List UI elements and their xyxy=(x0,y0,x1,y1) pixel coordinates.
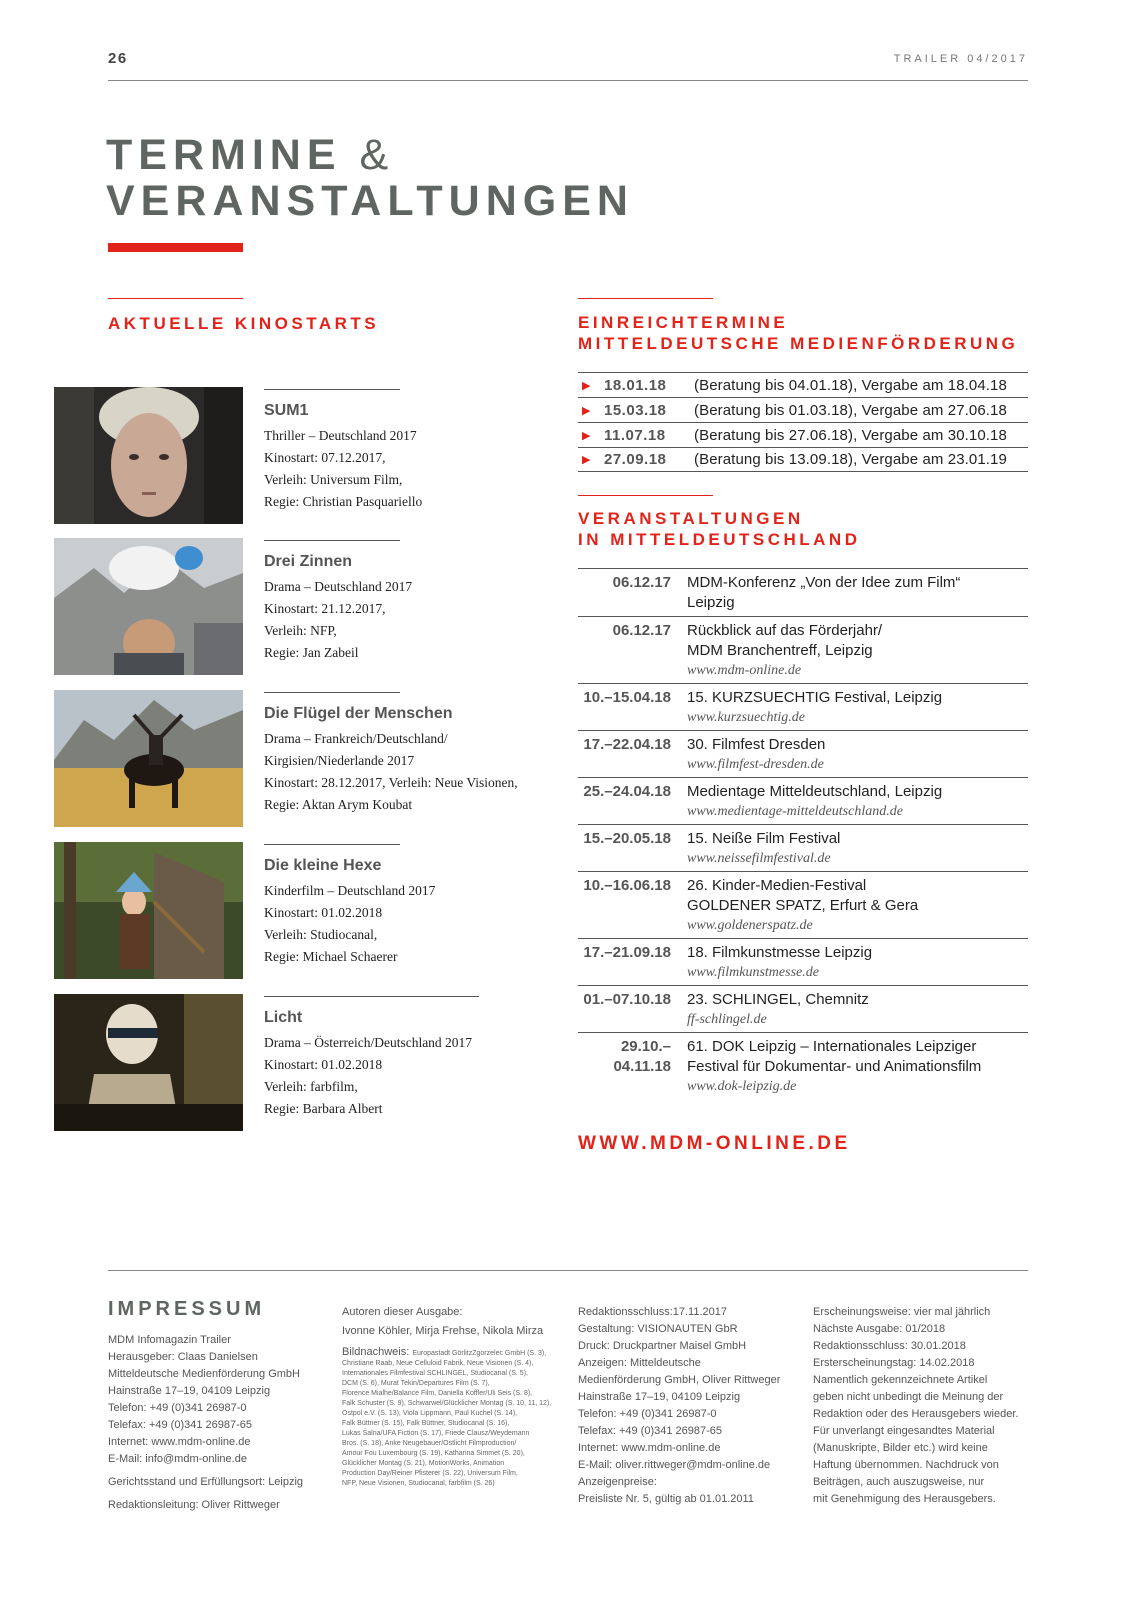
event-link[interactable]: www.filmkunstmesse.de xyxy=(687,965,819,980)
impressum-line: Gerichtsstand und Erfüllungsort: Leipzig xyxy=(108,1476,304,1488)
impressum-line: E-Mail: oliver.rittweger@mdm-online.de xyxy=(578,1459,771,1471)
event-text: Medientage Mitteldeutschland, Leipzig xyxy=(687,783,943,800)
movie-detail: Verleih: Studiocanal, xyxy=(264,927,378,942)
movie-detail: Verleih: Universum Film, xyxy=(264,472,403,487)
impressum-line: Bildnachweis: xyxy=(342,1346,410,1358)
movie-detail: Regie: Aktan Arym Koubat xyxy=(264,797,413,812)
impressum-col-1 xyxy=(108,1332,323,1514)
movie-image-fluegel xyxy=(54,690,243,827)
impressum-col-2 xyxy=(342,1304,562,1489)
event-text: 61. DOK Leipzig – Internationales Leipziger xyxy=(687,1038,977,1055)
impressum-small: NFP, Neue Visionen, Studiocanal, farbfilm (S. 26) xyxy=(342,1480,495,1487)
deadline-table xyxy=(578,372,1028,472)
event-date: 10.–15.04.18 xyxy=(583,689,671,706)
movie-detail: Kirgisien/Niederlande 2017 xyxy=(264,753,415,768)
movie-detail: Regie: Michael Schaerer xyxy=(264,949,398,964)
triangle-right-icon: ▶ xyxy=(582,429,591,442)
movie-title: Licht xyxy=(264,1009,303,1026)
movie-detail: Kinostart: 28.12.2017, Verleih: Neue Visionen, xyxy=(264,775,518,790)
event-text: 23. SCHLINGEL, Chemnitz xyxy=(687,991,869,1008)
movie-detail: Kinostart: 01.02.2018 xyxy=(264,905,383,920)
event-row xyxy=(578,616,1028,683)
events-heading-line1: VERANSTALTUNGEN xyxy=(578,509,804,528)
deadline-date: 27.09.18 xyxy=(604,451,667,468)
impressum-line: Nächste Ausgabe: 01/2018 xyxy=(813,1323,946,1335)
deadline-text: (Beratung bis 04.01.18), Vergabe am 18.04.18 xyxy=(694,376,1007,394)
movie-title: SUM1 xyxy=(264,402,309,419)
triangle-right-icon: ▶ xyxy=(582,454,591,466)
title-line2: VERANSTALTUNGEN xyxy=(106,177,634,225)
impressum-line: Erscheinungsweise: vier mal jährlich xyxy=(813,1306,991,1318)
impressum-line: Beiträgen, auch auszugsweise, nur xyxy=(813,1476,985,1488)
impressum-line: Internet: www.mdm-online.de xyxy=(578,1442,721,1454)
impressum-col-4 xyxy=(813,1304,1033,1508)
impressum-line: Telefax: +49 (0)341 26987-65 xyxy=(108,1419,253,1431)
impressum-line: geben nicht unbedingt die Meinung der xyxy=(813,1391,1004,1403)
movie-detail: Verleih: farbfilm, xyxy=(264,1079,358,1094)
impressum-small: Ostpol e.V. (S. 13), Viola Lippmann, Paul Kuchel (S. 14), xyxy=(342,1410,518,1417)
einreich-heading-line1: EINREICHTERMINE xyxy=(578,313,789,332)
movie-detail: Kinostart: 21.12.2017, xyxy=(264,601,386,616)
movie-detail: Kinostart: 07.12.2017, xyxy=(264,450,386,465)
event-date: 06.12.17 xyxy=(612,574,671,591)
deadline-text: (Beratung bis 27.06.18), Vergabe am 30.10.18 xyxy=(694,426,1007,444)
movie-title: Die kleine Hexe xyxy=(264,857,382,874)
impressum-line: Telefax: +49 (0)341 26987-65 xyxy=(578,1425,723,1437)
impressum-line: Redaktion oder des Herausgebers wieder. xyxy=(813,1408,1019,1420)
movie-rule xyxy=(264,389,400,390)
movie-detail: Regie: Barbara Albert xyxy=(264,1101,383,1116)
movie-detail: Drama – Deutschland 2017 xyxy=(264,579,413,594)
movie-entry xyxy=(264,540,554,664)
impressum-line: (Manuskripte, Bilder etc.) wird keine xyxy=(813,1442,988,1454)
events-rule xyxy=(578,495,713,496)
movie-title: Drei Zinnen xyxy=(264,553,353,570)
event-row xyxy=(578,871,1028,938)
movie-detail: Drama – Österreich/Deutschland 2017 xyxy=(264,1035,473,1050)
event-row xyxy=(578,568,1028,616)
movie-rule xyxy=(264,540,400,541)
impressum-line: Druck: Druckpartner Maisel GmbH xyxy=(578,1340,747,1352)
event-text: 18. Filmkunstmesse Leipzig xyxy=(687,944,873,961)
impressum-small: Amour Fou Luxembourg (S. 19), Katharina Simmet (S. 20), xyxy=(342,1450,525,1457)
impressum-rule xyxy=(108,1270,1028,1271)
impressum-col-3 xyxy=(578,1304,798,1508)
impressum-line: Mitteldeutsche Medienförderung GmbH xyxy=(108,1368,300,1380)
impressum-line: MDM Infomagazin Trailer xyxy=(108,1334,231,1346)
movie-image-sum1 xyxy=(54,387,243,524)
event-link[interactable]: www.goldenerspatz.de xyxy=(687,918,813,933)
triangle-right-icon: ▶ xyxy=(582,404,591,417)
event-text: MDM Branchentreff, Leipzig xyxy=(687,642,873,659)
event-date: 25.–24.04.18 xyxy=(583,783,671,800)
movie-image-kleine-hexe xyxy=(54,842,243,979)
impressum-small: Internationales Filmfestival SCHLINGEL, Studiocanal (S. 5), xyxy=(342,1370,528,1377)
impressum-line: Redaktionsschluss: 30.01.2018 xyxy=(813,1340,966,1352)
impressum-line: Anzeigen: Mitteldeutsche xyxy=(578,1357,701,1369)
movie-detail: Thriller – Deutschland 2017 xyxy=(264,428,417,443)
impressum-line: Ivonne Köhler, Mirja Frehse, Nikola Mirza xyxy=(342,1325,544,1337)
event-link[interactable]: www.kurzsuechtig.de xyxy=(687,710,805,725)
event-text: Leipzig xyxy=(687,594,735,611)
event-date xyxy=(578,1037,671,1096)
movie-entry xyxy=(264,389,554,513)
impressum-small: Florence Mialhe/Balance Film, Daniella Koffler/Uli Seis (S. 8), xyxy=(342,1390,533,1397)
impressum-line: Herausgeber: Claas Danielsen xyxy=(108,1351,258,1363)
kinostarts-heading: AKTUELLE KINOSTARTS xyxy=(108,314,380,333)
movie-image-drei-zinnen xyxy=(54,538,243,675)
movie-entry xyxy=(264,844,554,968)
event-link[interactable]: www.mdm-online.de xyxy=(687,663,802,678)
event-link[interactable]: ff-schlingel.de xyxy=(687,1012,767,1027)
event-row xyxy=(578,824,1028,871)
movie-rule xyxy=(264,996,479,997)
deadline-text: (Beratung bis 13.09.18), Vergabe am 23.01.19 xyxy=(694,451,1007,468)
impressum-line: Für unverlangt eingesandtes Material xyxy=(813,1425,995,1437)
deadline-row xyxy=(578,397,1028,422)
impressum-small: Bros. (S. 18), Anke Neugebauer/Ostlicht Filmproduction/ xyxy=(342,1440,517,1447)
events-heading-line2: IN MITTELDEUTSCHLAND xyxy=(578,530,861,549)
impressum-line: Namentlich gekennzeichnete Artikel xyxy=(813,1374,988,1386)
deadline-text: (Beratung bis 01.03.18), Vergabe am 27.06.18 xyxy=(694,401,1007,419)
title-line1: TERMINE xyxy=(106,131,342,179)
impressum-small: Falk Büttner (S. 15), Falk Büttner, Studiocanal (S. 16), xyxy=(342,1420,510,1427)
impressum-line: Preisliste Nr. 5, gültig ab 01.01.2011 xyxy=(578,1493,754,1505)
event-date: 06.12.17 xyxy=(612,622,671,639)
movie-title: Die Flügel der Menschen xyxy=(264,705,453,722)
deadline-row xyxy=(578,422,1028,447)
impressum-line: E-Mail: info@mdm-online.de xyxy=(108,1453,247,1465)
event-text: MDM-Konferenz „Von der Idee zum Film“ xyxy=(687,574,961,591)
movie-detail: Kinostart: 01.02.2018 xyxy=(264,1057,383,1072)
event-text: GOLDENER SPATZ, Erfurt & Gera xyxy=(687,897,919,914)
event-link[interactable]: www.neissefilmfestival.de xyxy=(687,851,831,866)
impressum-small: DCM (S. 6), Murat Tekin/Departures Film (S. 7), xyxy=(342,1380,490,1387)
impressum-line: Ersterscheinungstag: 14.02.2018 xyxy=(813,1357,975,1369)
impressum-small: Falk Schuster (S. 9), Schwarwel/Glücklicher Montag (S. 10, 11, 12), xyxy=(342,1400,552,1407)
impressum-line: Hainstraße 17–19, 04109 Leipzig xyxy=(108,1385,271,1397)
impressum-line: Autoren dieser Ausgabe: xyxy=(342,1306,463,1318)
movie-entry xyxy=(264,692,554,816)
impressum-line: Internet: www.mdm-online.de xyxy=(108,1436,251,1448)
event-date: 17.–22.04.18 xyxy=(583,736,671,753)
event-row xyxy=(578,777,1028,824)
event-row xyxy=(578,683,1028,730)
event-text: 15. Neiße Film Festival xyxy=(687,830,841,847)
impressum-small: Europastadt GörlitzZgorzelec GmbH (S. 3), xyxy=(412,1350,547,1357)
deadline-date: 15.03.18 xyxy=(604,401,667,419)
event-text: Rückblick auf das Förderjahr/ xyxy=(687,622,883,639)
event-date: 10.–16.06.18 xyxy=(583,877,671,894)
event-row xyxy=(578,938,1028,985)
event-text: Festival für Dokumentar- und Animationsfilm xyxy=(687,1058,982,1075)
movie-entry xyxy=(264,996,554,1120)
events-heading xyxy=(578,508,860,550)
impressum-line: Medienförderung GmbH, Oliver Rittweger xyxy=(578,1374,781,1386)
page-number: 26 xyxy=(108,50,128,67)
impressum-small: Glücklicher Montag (S. 21), MotionWorks, Animation xyxy=(342,1460,505,1467)
event-text: 15. KURZSUECHTIG Festival, Leipzig xyxy=(687,689,943,706)
event-date: 01.–07.10.18 xyxy=(583,991,671,1008)
event-row xyxy=(578,730,1028,777)
movie-rule xyxy=(264,692,400,693)
movie-detail: Regie: Christian Pasquariello xyxy=(264,494,423,509)
events-table xyxy=(578,568,1028,1099)
deadline-row xyxy=(578,447,1028,472)
event-link[interactable]: www.medientage-mitteldeutschland.de xyxy=(687,804,903,819)
event-date-end: 04.11.18 xyxy=(613,1058,671,1075)
impressum-line: Hainstraße 17–19, 04109 Leipzig xyxy=(578,1391,741,1403)
impressum-line: Anzeigenpreise: xyxy=(578,1476,657,1488)
einreich-rule xyxy=(578,298,713,299)
title-accent-bar xyxy=(108,243,243,252)
impressum-line: Haftung übernommen. Nachdruck von xyxy=(813,1459,999,1471)
impressum-small: Christiane Raab, Neue Celluloid Fabrik, Neue Visionen (S. 4), xyxy=(342,1360,534,1367)
deadline-row xyxy=(578,372,1028,397)
title-amp: & xyxy=(359,131,395,179)
deadline-date: 11.07.18 xyxy=(604,426,666,444)
movie-image-licht xyxy=(54,994,243,1131)
impressum-line: Gestaltung: VISIONAUTEN GbR xyxy=(578,1323,738,1335)
impressum-line: mit Genehmigung des Herausgebers. xyxy=(813,1493,996,1505)
event-row xyxy=(578,1032,1028,1099)
triangle-right-icon: ▶ xyxy=(582,379,591,392)
impressum-title: IMPRESSUM xyxy=(108,1298,266,1320)
event-text: 30. Filmfest Dresden xyxy=(687,736,826,753)
impressum-line: Telefon: +49 (0)341 26987-0 xyxy=(108,1402,247,1414)
impressum-small: Lukas Šalna/UFA Fiction (S. 17), Friede Clausz/Weydemann xyxy=(342,1430,530,1437)
event-link[interactable]: www.dok-leipzig.de xyxy=(687,1079,797,1094)
kinostarts-rule xyxy=(108,298,243,299)
movie-detail: Regie: Jan Zabeil xyxy=(264,645,359,660)
movie-detail: Drama – Frankreich/Deutschland/ xyxy=(264,731,448,746)
impressum-line: Redaktionsschluss:17.11.2017 xyxy=(578,1306,728,1318)
event-row xyxy=(578,985,1028,1032)
event-date: 15.–20.05.18 xyxy=(583,830,671,847)
movie-detail: Kinderfilm – Deutschland 2017 xyxy=(264,883,436,898)
impressum-line: Redaktionsleitung: Oliver Rittweger xyxy=(108,1499,280,1511)
einreich-heading-line2: MITTELDEUTSCHE MEDIENFÖRDERUNG xyxy=(578,334,1019,353)
event-link[interactable]: www.filmfest-dresden.de xyxy=(687,757,824,772)
einreich-heading xyxy=(578,312,1018,354)
event-text: 26. Kinder-Medien-Festival xyxy=(687,877,867,894)
impressum-small: Production Day/Reiner Pfisterer (S. 22), Universum Film, xyxy=(342,1470,518,1477)
movie-rule xyxy=(264,844,400,845)
event-date: 17.–21.09.18 xyxy=(583,944,671,961)
issue-label: TRAILER 04/2017 xyxy=(893,53,1028,65)
page-title xyxy=(106,132,634,224)
event-date-start: 29.10.– xyxy=(620,1038,671,1055)
website-link[interactable]: WWW.MDM-ONLINE.DE xyxy=(578,1133,851,1154)
header-rule xyxy=(108,80,1028,81)
impressum-line: Telefon: +49 (0)341 26987-0 xyxy=(578,1408,717,1420)
deadline-date: 18.01.18 xyxy=(604,376,667,394)
movie-detail: Verleih: NFP, xyxy=(264,623,337,638)
